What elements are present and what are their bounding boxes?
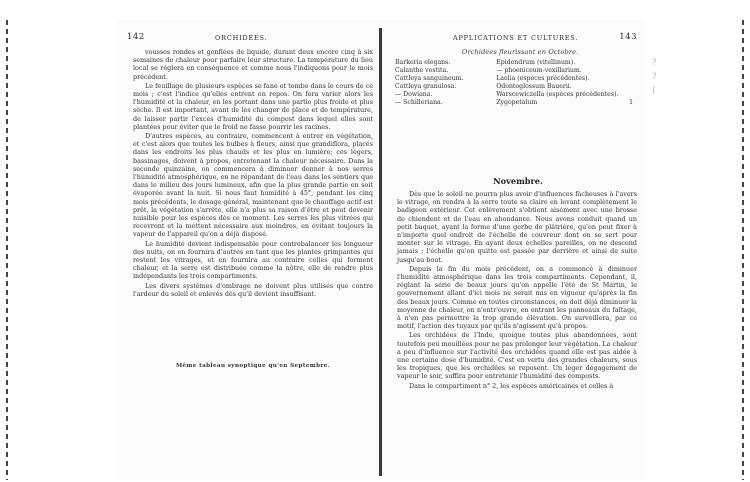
orchid-note <box>620 59 635 67</box>
table-row <box>393 83 635 91</box>
right-paragraph: Dans le compartiment n° 2, les espèces américaines et celles à <box>409 381 614 390</box>
orchid-note <box>620 67 635 75</box>
left-running-head: ORCHIDÉES. <box>215 34 268 42</box>
left-page <box>121 28 382 476</box>
right-paragraph: Les orchidées de l'Inde, quoique toutes plus abandonnées, sont toutefois peu mouillées pour ne pas prolonger leur végétation. La chaleur a peu d'influence sur l'activité des orchidées quand elle est pas aidée à une certaine dose d'humidité. C'est en vertu des grandes chaleurs, sous les tropiques, que les orchidées se reposent. Un léger dégagement de vapeur le soir, suffira pour entretenir l'humidité des composts. <box>397 331 637 381</box>
table-row <box>393 91 635 99</box>
table-row <box>393 99 635 107</box>
orchid-name: Warscewiczella (espèces précédentes). <box>496 91 619 98</box>
orchid-name: Zygopetalum <box>496 99 538 106</box>
orchid-name: Cattleya granulosa. <box>395 83 457 90</box>
left-page-caption: Même tableau synoptique qu'en Septembre. <box>175 363 331 370</box>
orchid-list-title: Orchidées fleurissant en Octobre. <box>461 48 579 56</box>
left-page-body <box>133 48 373 370</box>
right-running-head: APPLICATIONS ET CULTURES. <box>453 34 579 42</box>
left-paragraph: Les divers systèmes d'ombrage ne doivent plus utilisés que contre l'ardeur du soleil et enlevés dès qu'il devient insuffisant. <box>133 281 373 298</box>
margin-mark: ? <box>652 58 657 68</box>
right-page <box>383 28 645 476</box>
orchid-name: Barkeria elegans. <box>395 59 451 66</box>
orchid-name: — phoeniceum-vexillarium. <box>496 67 582 74</box>
scan-edge-right <box>742 20 744 480</box>
right-paragraph: Dès que le soleil ne pourra plus avoir d'influences fâcheuses à l'avers le vitrage, on rendra à la serre toute sa claire en levant complètement le badigeon extérieur. Cet enlèvement s'obtient aisément avec une brosse de chiendent et de l'eau en abondance. Nous avons conduit quand un petit baquet, ayant la forme d'une gerbe de plâtrière, qu'on peut fixer à n'importe quel endroit de l'échelle de couvreur dont on se sert pour monter sur le vitrage. En ayant deux échelles pareilles, on ne descend jamais ; l'échelle qu'on quitte est passée par derrière et ainsi de suite jusqu'au bout. <box>397 190 637 264</box>
orchid-name: — Dowiana. <box>395 91 433 98</box>
orchid-note <box>620 91 635 99</box>
table-row <box>393 59 635 67</box>
orchid-name: Odontoglossum Bauerii. <box>496 83 572 90</box>
left-paragraph: vousses rondes et gonflées de liquide, durant deux encore cinq à six semaines de chaleur pour parfaire leur structure. La température du lieu local se réglera en conséquence et comme nous l'indiquons pour le mois précédent. <box>133 48 373 81</box>
orchid-name: Calanthe vestita. <box>395 67 449 74</box>
orchid-note <box>620 75 635 83</box>
orchid-name: Laelia (espèces précédentes). <box>496 75 590 82</box>
orchid-note <box>620 83 635 91</box>
left-paragraph: Le humidité devient indispensable pour contrebalancer les longueur des nuits, on en fournira d'autres en tant que les plantes grimpantes qui restent les vitrages, et en fournira au contraire celles qui forment chaleur, et la serre est distribuée comme la nôtre, elle de rendre plus indépendants les trois compartiments. <box>133 239 373 281</box>
orchid-name: Epidendrum (vitellinum). <box>496 59 576 66</box>
left-page-number: 142 <box>127 32 145 42</box>
right-paragraph: Depuis la fin du mois précédent, on a commencé à diminuer l'humidité atmosphérique dans les trois compartiments. Cependant, il, réglant la série de beaux jours qu'on appelle l'été de St Martin, le gouvernement allant d'ici mois ne serait mis en vigueur qu'après la fin des beaux jours. Comme en toutes circonstances, on doit déjà diminuer la moyenne de chaleur, on n'entr'ouvre, en entrant les panneaux du faîtage, à n'en pas permettre la trop grande élévation. On surveillera, par ce motif, l'action des tuyaux par qu'ils n'agissent qu'à propos. <box>397 264 637 331</box>
orchid-name: Cattleya sanguineum. <box>395 75 464 82</box>
orchid-name: — Schilleriana. <box>395 99 443 106</box>
scan-edge-left <box>6 20 8 480</box>
table-row <box>393 67 635 75</box>
margin-pencil-marks <box>652 56 657 98</box>
table-row <box>393 75 635 83</box>
orchid-list-table <box>393 59 635 107</box>
right-page-number: 143 <box>619 32 637 42</box>
orchid-note: 1 <box>629 99 633 106</box>
right-page-body <box>397 190 637 390</box>
section-heading: Novembre. <box>493 176 543 186</box>
margin-mark: ? <box>652 72 657 82</box>
book-spread-scan <box>117 20 645 480</box>
margin-mark: ( <box>652 86 656 96</box>
left-paragraph: Le feuillage de plusieurs espèces se fane et tombe dans le cours de ce mois ; c'est l'indice qu'elles entrent en repos. On fera varier alors les l'humidité et la chaleur, en les portant dans une partie plus froide et plus sèche. Il est important, avant de les changer de place et de température, de laisser partir l'excès d'humidité du compost dans lequel elles sont plantées pour éviter que le froid ne fasse pourrir les racines. <box>133 81 373 131</box>
left-paragraph: D'autres espèces, au contraire, commencent à entrer en végétation, et c'est alors que toutes les bulbes à fleurs, ainsi que grandiflora, placés dans les endroits les plus chauds et les plus en lumière; ces légers, bassinages, doivent à propos, entretenant la chaleur nécessaire. Dans la seconde quinzaine, on commencera à diminuer donner à nos serres l'humidité atmosphérique, en ne répandant de l'eau dans les sentiers que dans le milieu des jours lumineux, afin que la plus grande partie en soit évaporée avant la nuit. Si nous faut humidité à 45°, pendant les cinq mois précédents, le dosage général, maintenant que le chauffage actif est prêt, la végétation s'arrête, elle n'a plus sa raison d'être et peut devenir nuisible pour les espèces dès ce moment. Les serres les plus vitrées qui recevront et la mettent nécessaire aux moindres, en évitant toujours la vapeur de l'appareil qu'on a déjà disposé. <box>133 132 373 239</box>
